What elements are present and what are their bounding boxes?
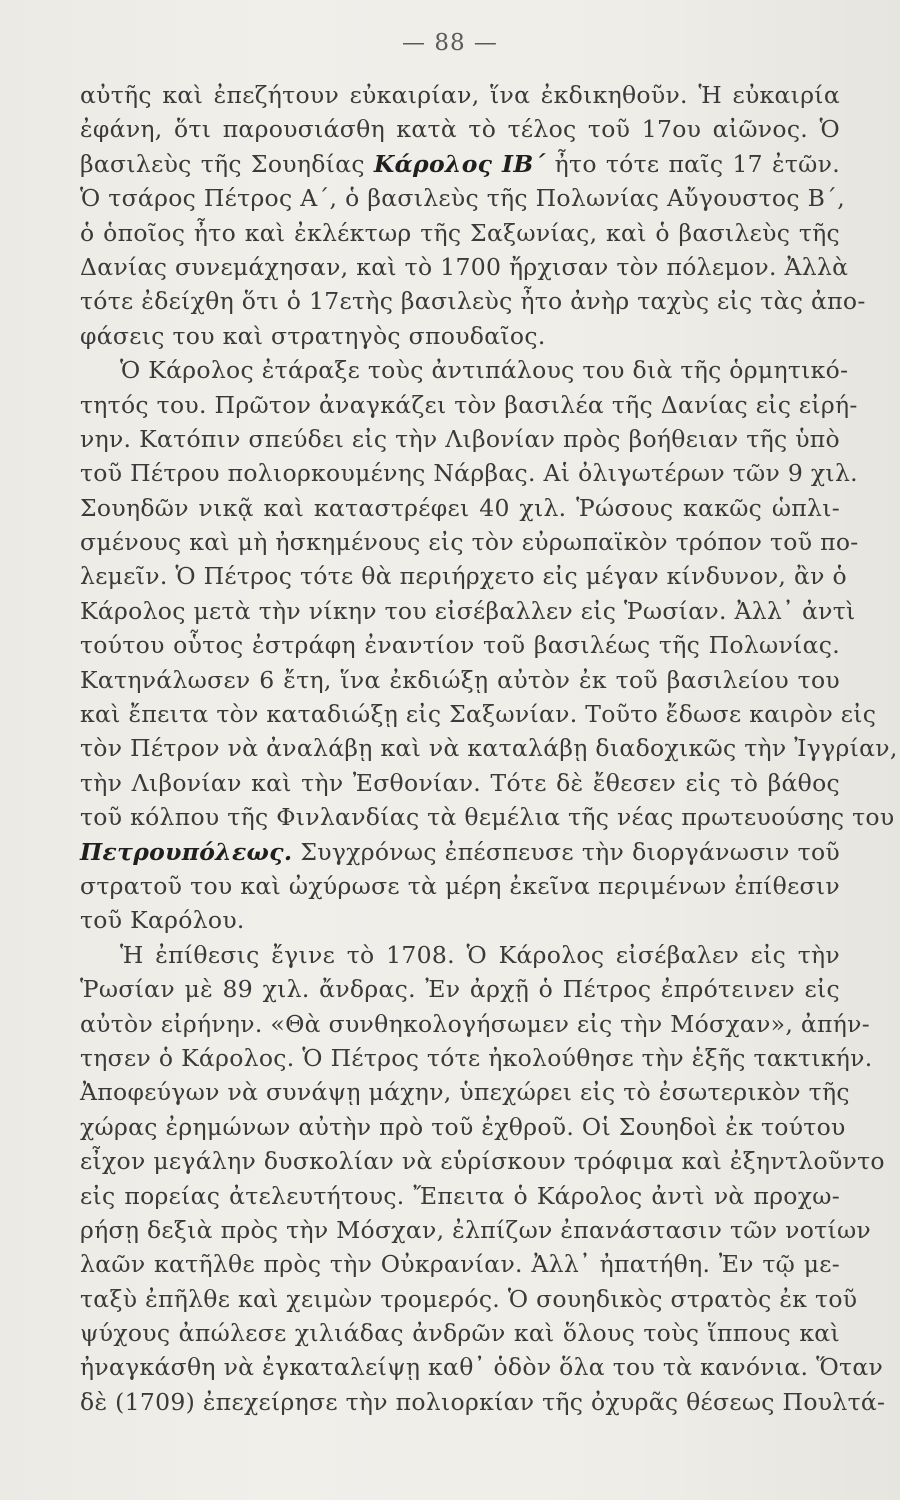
text-line: ρήσῃ δεξιὰ πρὸς τὴν Μόσχαν, ἐλπίζων ἐπανάστασιν τῶν νοτίων <box>80 1215 872 1244</box>
text-line: Ῥωσίαν μὲ 89 χιλ. ἄνδρας. Ἐν ἀρχῇ ὁ Πέτρος ἐπρότεινεν εἰς <box>80 975 840 1004</box>
text-line: τητός του. Πρῶτον ἀναγκάζει τὸν βασιλέα τῆς Δανίας εἰς εἰρή- <box>80 390 858 419</box>
text-line: ἠναγκάσθη νὰ ἐγκαταλείψῃ καθ᾿ ὁδὸν ὅλα του τὰ κανόνια. Ὅταν <box>80 1353 884 1382</box>
text-line: ταξὺ ἐπῆλθε καὶ χειμὼν τρομερός. Ὁ σουηδικὸς στρατὸς ἐκ τοῦ <box>80 1284 858 1313</box>
text-line: τοῦ Πέτρου πολιορκουμένης Νάρβας. Αἱ ὀλιγωτέρων τῶν 9 χιλ. <box>80 459 858 488</box>
text-line: εἰς πορείας ἀτελευτήτους. Ἔπειτα ὁ Κάρολος ἀντὶ νὰ προχω- <box>80 1181 840 1210</box>
text-line: αὐτῆς καὶ ἐπεζήτουν εὐκαιρίαν, ἵνα ἐκδικηθοῦν. Ἡ εὐκαιρία <box>80 81 840 109</box>
text-line: ψύχους ἀπώλεσε χιλιάδας ἀνδρῶν καὶ ὅλους τοὺς ἵππους καὶ <box>80 1319 840 1348</box>
text-line <box>80 835 840 869</box>
text-line: Κατηνάλωσεν 6 ἔτη, ἵνα ἐκδιώξῃ αὐτὸν ἐκ τοῦ βασιλείου του <box>80 665 840 694</box>
text-line: τοῦ κόλπου τῆς Φινλανδίας τὰ θεμέλια τῆς νέας πρωτευούσης του <box>80 803 895 832</box>
text-line: τὴν Λιβονίαν καὶ τὴν Ἐσθονίαν. Τότε δὲ ἔθεσεν εἰς τὸ βάθος <box>80 768 840 797</box>
text-segment: βασιλεὺς τῆς Σουηδίας <box>80 149 374 178</box>
text-line: τούτου οὗτος ἐστράφη ἐναντίον τοῦ βασιλέως τῆς Πολωνίας. <box>80 631 840 660</box>
text-line: τοῦ Καρόλου. <box>80 906 245 935</box>
text-line <box>80 147 840 181</box>
text-line: ἐφάνη, ὅτι παρουσιάσθη κατὰ τὸ τέλος τοῦ 17ου αἰῶνος. Ὁ <box>80 115 840 144</box>
text-line: Σουηδῶν νικᾷ καὶ καταστρέφει 40 χιλ. Ῥώσους κακῶς ὡπλι- <box>80 493 840 522</box>
text-line: Ὁ τσάρος Πέτρος Α΄, ὁ βασιλεὺς τῆς Πολωνίας Αὔγουστος Β΄, <box>80 184 845 213</box>
body-text <box>80 78 898 1419</box>
page-number: — 88 — <box>402 30 498 56</box>
text-line: δὲ (1709) ἐπεχείρησε τὴν πολιορκίαν τῆς ὀχυρᾶς θέσεως Πουλτά- <box>80 1387 886 1416</box>
text-line: στρατοῦ του καὶ ὠχύρωσε τὰ μέρη ἐκεῖνα περιμένων ἐπίθεσιν <box>80 871 840 900</box>
text-line: χώρας ἐρημώνων αὐτὴν πρὸ τοῦ ἐχθροῦ. Οἱ Σουηδοὶ ἐκ τούτου <box>80 1112 846 1141</box>
text-line: ὁ ὁποῖος ἦτο καὶ ἐκλέκτωρ τῆς Σαξωνίας, καὶ ὁ βασιλεὺς τῆς <box>80 218 840 247</box>
emphasized-name: Κάρολος ΙΒ΄ <box>373 149 546 178</box>
text-line: τὸν Πέτρον νὰ ἀναλάβῃ καὶ νὰ καταλάβῃ διαδοχικῶς τὴν Ἰγγρίαν, <box>80 734 898 763</box>
text-segment: ἦτο τότε παῖς 17 ἐτῶν. <box>545 149 841 178</box>
text-line: λαῶν κατῆλθε πρὸς τὴν Οὐκρανίαν. Ἀλλ᾿ ἠπατήθη. Ἐν τῷ με- <box>80 1250 840 1279</box>
text-line: φάσεις του καὶ στρατηγὸς σπουδαῖος. <box>80 321 546 350</box>
text-line: τησεν ὁ Κάρολος. Ὁ Πέτρος τότε ἠκολούθησε τὴν ἑξῆς τακτικήν. <box>80 1043 873 1072</box>
text-line: Δανίας συνεμάχησαν, καὶ τὸ 1700 ἤρχισαν τὸν πόλεμον. Ἀλλὰ <box>80 252 849 281</box>
text-line: σμένους καὶ μὴ ἠσκημένους εἰς τὸν εὐρωπαϊκὸν τρόπον τοῦ πο- <box>80 528 859 557</box>
text-line: αὐτὸν εἰρήνην. «Θὰ συνθηκολογήσωμεν εἰς τὴν Μόσχαν», ἀπήν- <box>80 1009 871 1038</box>
text-line: τότε ἐδείχθη ὅτι ὁ 17ετὴς βασιλεὺς ἦτο ἀνὴρ ταχὺς εἰς τὰς ἀπο- <box>80 287 866 316</box>
text-line: καὶ ἔπειτα τὸν καταδιώξῃ εἰς Σαξωνίαν. Τοῦτο ἔδωσε καιρὸν εἰς <box>80 700 877 729</box>
text-line: νην. Κατόπιν σπεύδει εἰς τὴν Λιβονίαν πρὸς βοήθειαν τῆς ὑπὸ <box>80 424 840 453</box>
text-segment: Συγχρόνως ἐπέσπευσε τὴν διοργάνωσιν τοῦ <box>292 837 840 866</box>
text-line: Κάρολος μετὰ τὴν νίκην του εἰσέβαλλεν εἰς Ῥωσίαν. Ἀλλ᾿ ἀντὶ <box>80 596 856 625</box>
text-line: Ἀποφεύγων νὰ συνάψῃ μάχην, ὑπεχώρει εἰς τὸ ἐσωτερικὸν τῆς <box>80 1078 850 1107</box>
emphasized-name: Πετρουπόλεως. <box>80 837 293 866</box>
text-line: εἶχον μεγάλην δυσκολίαν νὰ εὑρίσκουν τρόφιμα καὶ ἐξηντλοῦντο <box>80 1147 885 1176</box>
text-line: Ὁ Κάρολος ἐτάραξε τοὺς ἀντιπάλους του διὰ τῆς ὁρμητικό- <box>120 356 849 385</box>
text-line: Ἡ ἐπίθεσις ἔγινε τὸ 1708. Ὁ Κάρολος εἰσέβαλεν εἰς τὴν <box>120 940 840 969</box>
text-line: λεμεῖν. Ὁ Πέτρος τότε θὰ περιήρχετο εἰς μέγαν κίνδυνον, ἂν ὁ <box>80 562 847 591</box>
